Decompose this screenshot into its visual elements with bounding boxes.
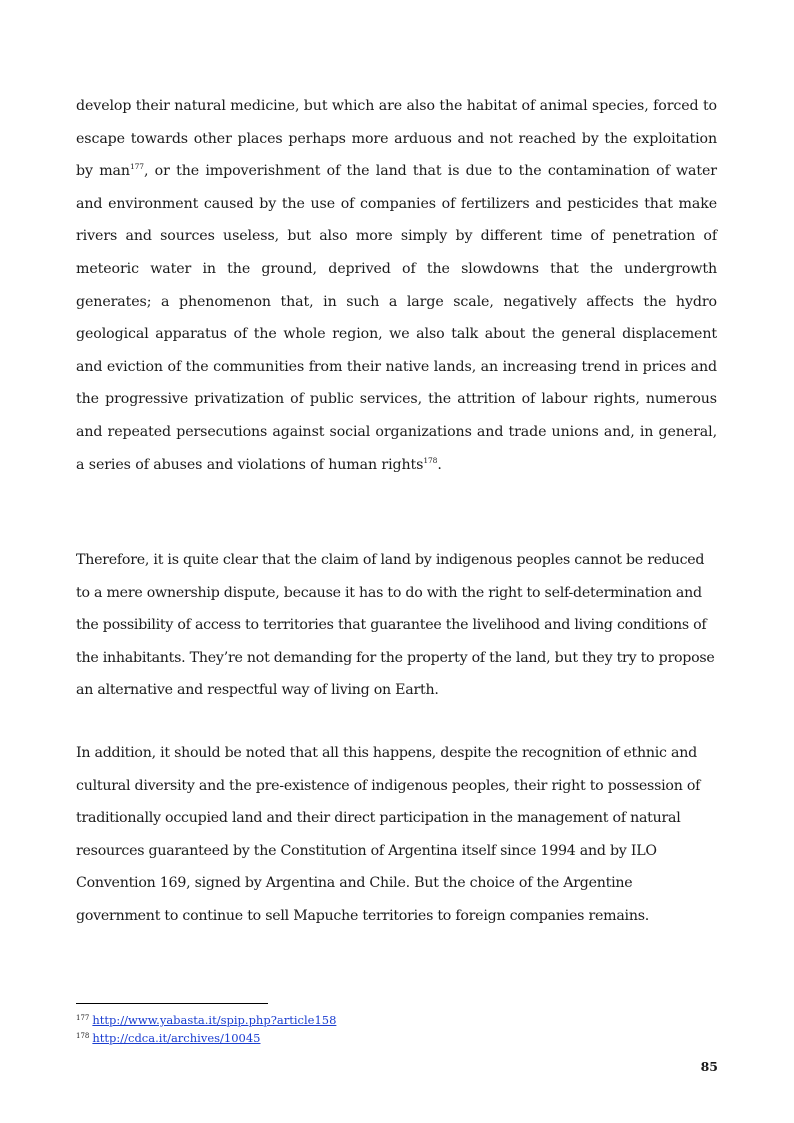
paragraph-1-text-c: . [437,456,442,473]
paragraph-1-text-a: develop their natural medicine, but which are also the habitat of animal species, forced to escape towards other places perhaps more arduous and not reached by the exploitation by man [76,98,717,180]
paragraph-1-text-b: , or the impoverishment of the land that is due to the contamination of water and environment caused by the use of companies of fertilizers and pesticides that make rivers and sources useless, but also more simply by different time of penetration of meteoric water in the ground, deprived of the slowdowns that the undergrowth generates; a phenomenon that, in such a large scale, negatively affects the hydro geological apparatus of the whole region, we also talk about the general displacement and eviction of the communities from their native lands, an increasing trend in prices and the progressive privatization of public services, the attrition of labour rights, numerous and repeated persecutions against social organizations and trade unions and, in general, a series of abuses and violations of human rights [76,163,717,473]
footnote-ref-177: 177 [129,162,144,172]
body-paragraph-3: In addition, it should be noted that all this happens, despite the recognition of ethnic and cultural diversity and the pre-existence of indigenous peoples, their right to possession of traditionally occupied land and their direct participation in the management of natural resources guaranteed by the Constitution of Argentina itself since 1994 and by ILO Convention 169, signed by Argentina and Chile. But the choice of the Argentine government to continue to sell Mapuche territories to foreign companies remains. [76,745,701,924]
footnote-number: 178 [76,1031,90,1040]
footnote-number: 177 [76,1014,90,1022]
footnote-178 [76,1030,336,1048]
footnote-ref-178: 178 [423,455,438,465]
footnote-link-178[interactable]: http://cdca.it/archives/10045 [92,1030,261,1045]
body-paragraph-2: Therefore, it is quite clear that the claim of land by indigenous peoples cannot be reduced to a mere ownership dispute, because it has to do with the right to self-determination and the possibility of access to territories that guarantee the livelihood and living conditions of the inhabitants. They’re not demanding for the property of the land, but they try to propose an alternative and respectful way of living on Earth. [76,552,715,699]
page-number: 85 [700,1059,718,1074]
footnote-separator [76,1003,268,1004]
footnote-link-177[interactable]: http://www.yabasta.it/spip.php?article158 [92,1013,337,1027]
body-paragraph-1 [76,90,717,481]
footnotes [76,1012,336,1047]
footnote-177 [76,1012,336,1030]
